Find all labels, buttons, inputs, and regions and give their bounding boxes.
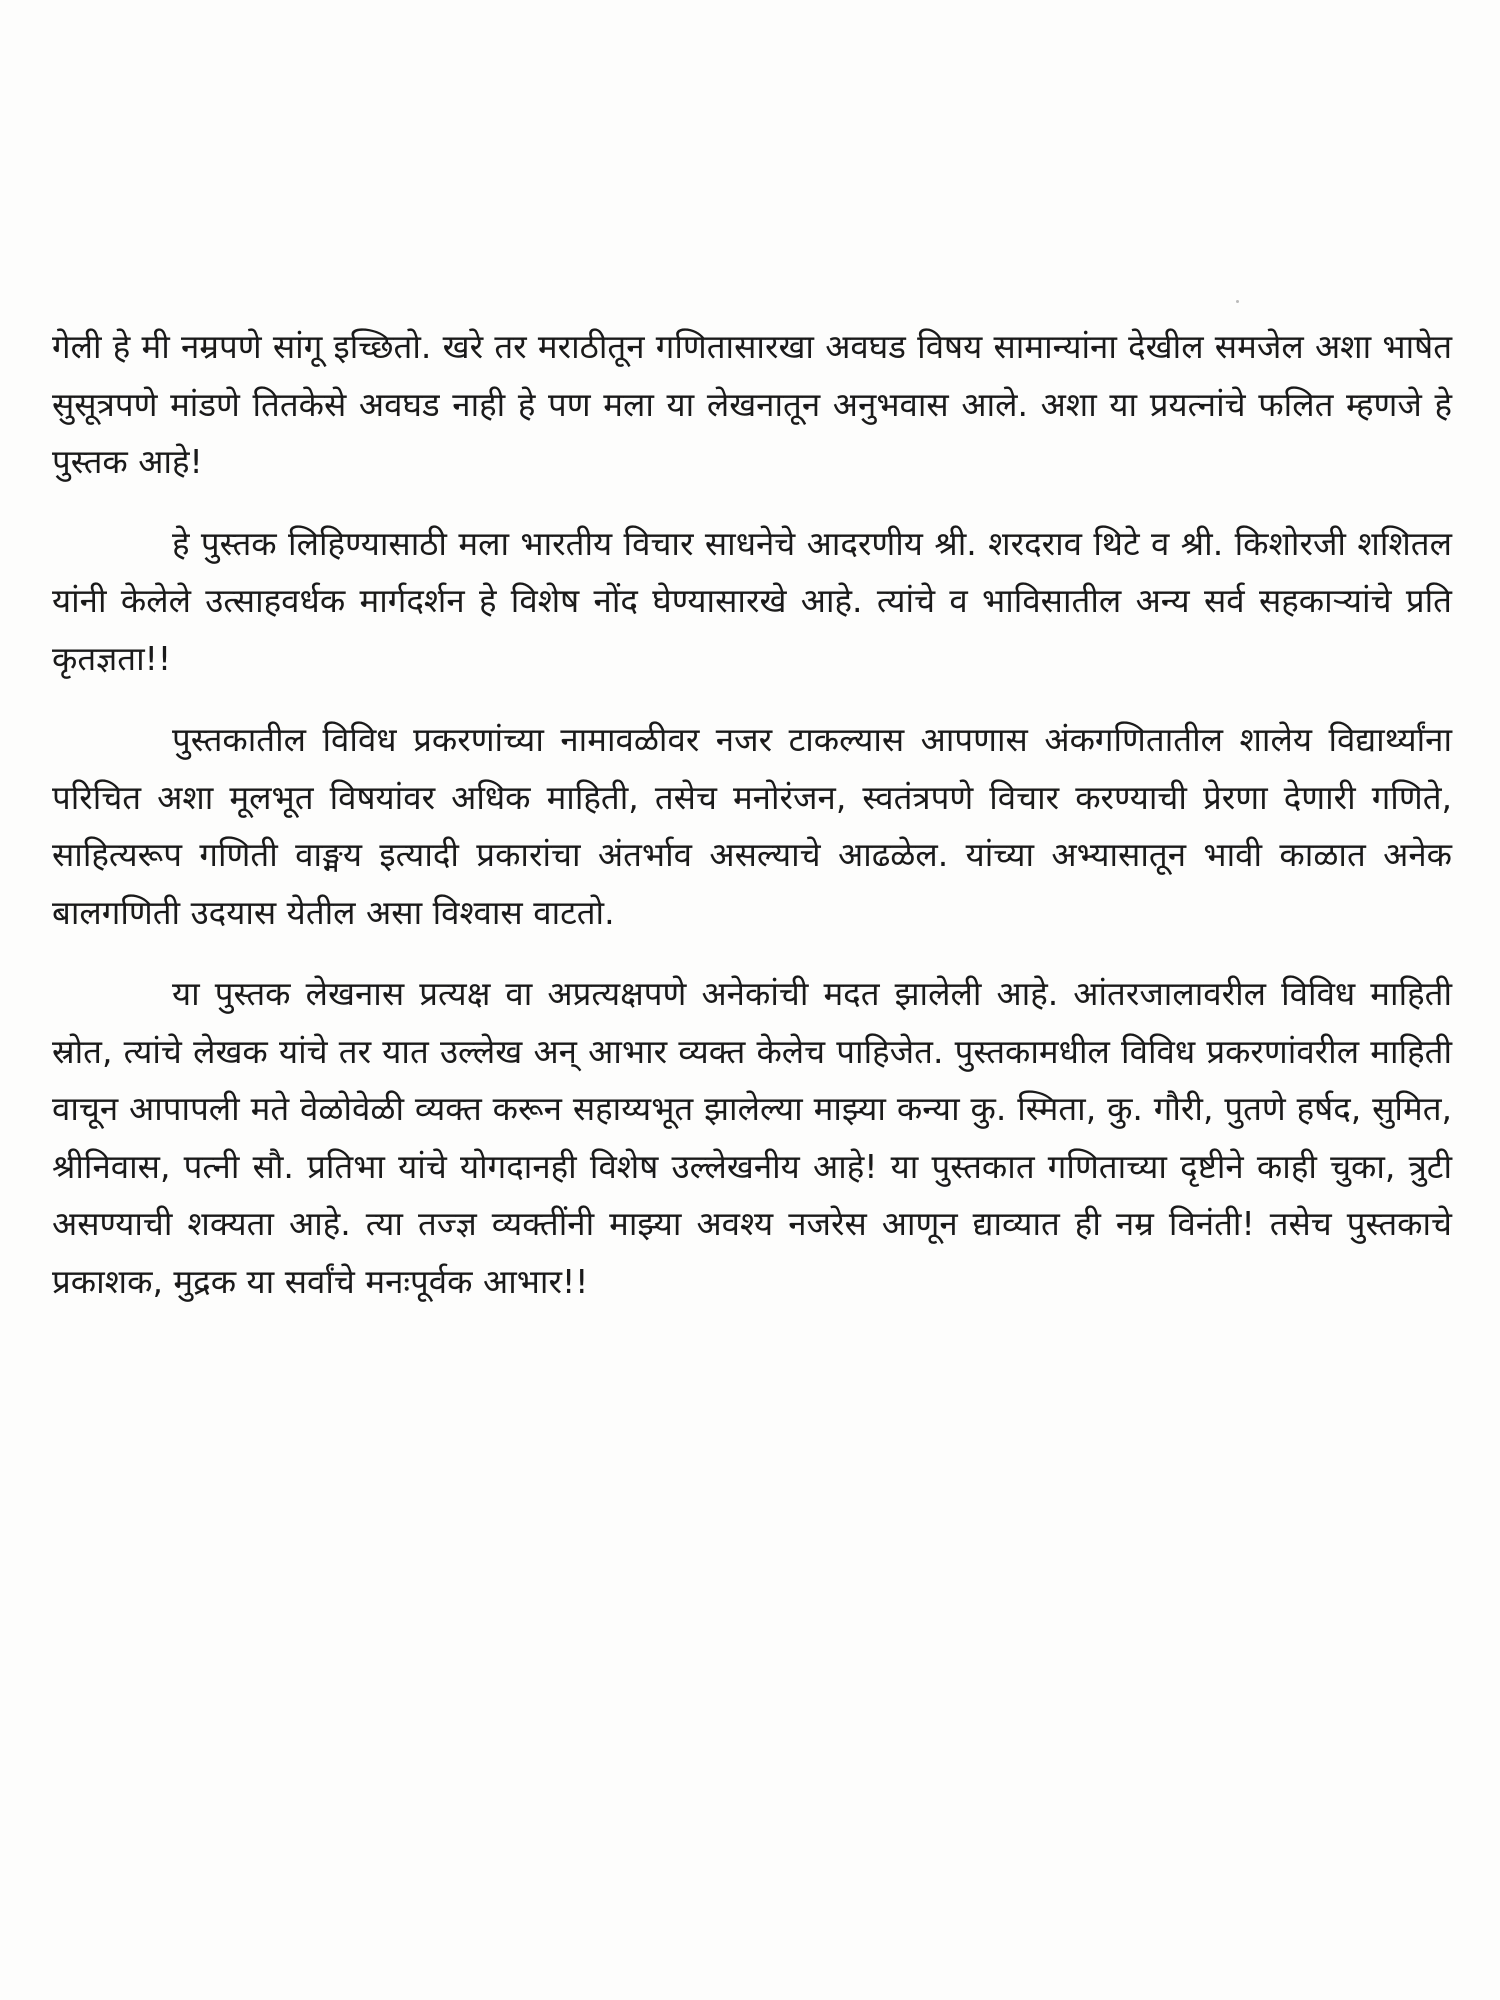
body-text [52, 318, 1452, 1334]
paragraph-continuation: गेली हे मी नम्रपणे सांगू इच्छितो. खरे तर मराठीतून गणितासारखा अवघड विषय सामान्यांना देखील समजेल अशा भाषेत सुसूत्रपणे मांडणे तितकेसे अवघड नाही हे पण मला या लेखनातून अनुभवास आले. अशा या प्रयत्नांचे फलित म्हणजे हे पुस्तक आहे! [52, 327, 1452, 481]
paragraph-acknowledgement-guidance: हे पुस्तक लिहिण्यासाठी मला भारतीय विचार साधनेचे आदरणीय श्री. शरदराव थिटे व श्री. किशोरजी शशितल यांनी केलेले उत्साहवर्धक मार्गदर्शन हे विशेष नोंद घेण्यासारखे आहे. त्यांचे व भाविसातील अन्य सर्व सहकाऱ्यांचे प्रति कृतज्ञता!! [52, 523, 1452, 678]
scan-speck [1236, 300, 1239, 303]
paragraph-acknowledgement-family: या पुस्तक लेखनास प्रत्यक्ष वा अप्रत्यक्षपणे अनेकांची मदत झालेली आहे. आंतरजालावरील विविध माहिती स्रोत, त्यांचे लेखक यांचे तर यात उल्लेख अन् आभार व्यक्त केलेच पाहिजेत. पुस्तकामधील विविध प्रकरणांवरील माहिती वाचून आपापली मते वेळोवेळी व्यक्त करून सहाय्यभूत झालेल्या माझ्या कन्या कु. स्मिता, कु. गौरी, पुतणे हर्षद, सुमित, श्रीनिवास, पत्नी सौ. प्रतिभा यांचे योगदानही विशेष उल्लेखनीय आहे! या पुस्तकात गणिताच्या दृष्टीने काही चुका, त्रुटी असण्याची शक्यता आहे. त्या तज्ज्ञ व्यक्तींनी माझ्या अवश्य नजरेस आणून द्याव्यात ही नम्र विनंती! तसेच पुस्तकाचे प्रकाशक, मुद्रक या सर्वांचे मनःपूर्वक आभार!! [52, 974, 1452, 1301]
paragraph-book-contents: पुस्तकातील विविध प्रकरणांच्या नामावळीवर नजर टाकल्यास आपणास अंकगणितातील शालेय विद्यार्थ्यांना परिचित अशा मूलभूत विषयांवर अधिक माहिती, तसेच मनोरंजन, स्वतंत्रपणे विचार करण्याची प्रेरणा देणारी गणिते, साहित्यरूप गणिती वाङ्मय इत्यादी प्रकारांचा अंतर्भाव असल्याचे आढळेल. यांच्या अभ्यासातून भावी काळात अनेक बालगणिती उदयास येतील असा विश्वास वाटतो. [52, 720, 1452, 932]
